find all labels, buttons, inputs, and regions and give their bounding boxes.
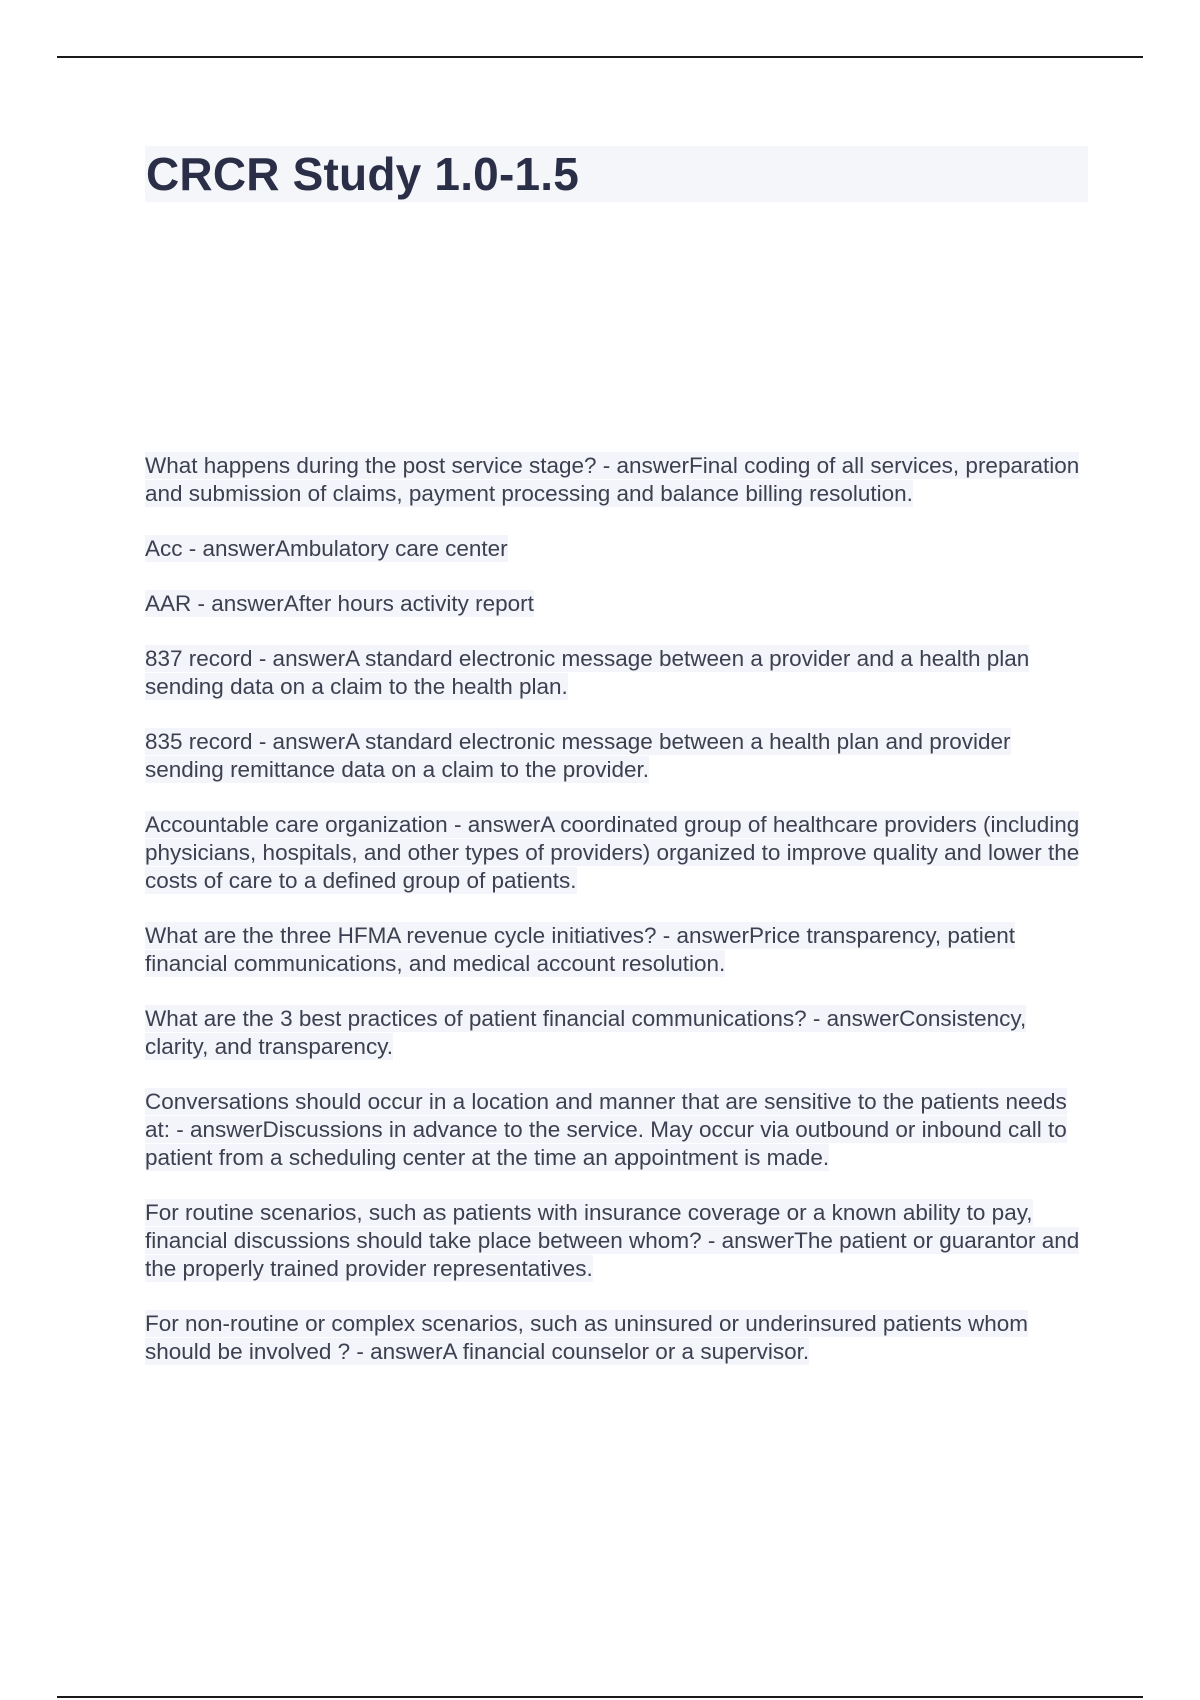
qa-entry xyxy=(145,922,1095,978)
qa-text: What are the three HFMA revenue cycle initiatives? - answerPrice transparency, patient financial communications, and medical account resolution. xyxy=(145,923,1015,976)
qa-text: For non-routine or complex scenarios, such as uninsured or underinsured patients whom should be involved ? - answerA financial counselor or a supervisor. xyxy=(145,1311,1028,1364)
qa-text: 835 record - answerA standard electronic message between a health plan and provider sending remittance data on a claim to the provider. xyxy=(145,729,1011,782)
qa-text: AAR - answerAfter hours activity report xyxy=(145,591,534,616)
qa-entry xyxy=(145,1310,1095,1366)
qa-entry xyxy=(145,811,1095,895)
qa-entry xyxy=(145,645,1095,701)
qa-entry xyxy=(145,535,1095,563)
page-title: CRCR Study 1.0-1.5 xyxy=(146,148,580,200)
qa-entry xyxy=(145,1199,1095,1283)
qa-entry xyxy=(145,728,1095,784)
qa-entry xyxy=(145,452,1095,508)
qa-text: Acc - answerAmbulatory care center xyxy=(145,536,508,561)
qa-text: For routine scenarios, such as patients with insurance coverage or a known ability to pay, financial discussions should take place between whom? - answerThe patient or guarantor and the properly trained provider representatives. xyxy=(145,1200,1080,1281)
qa-entry xyxy=(145,1005,1095,1061)
bottom-rule xyxy=(57,1696,1143,1698)
qa-text: What are the 3 best practices of patient financial communications? - answerConsistency, clarity, and transparency. xyxy=(145,1006,1027,1059)
qa-list xyxy=(145,452,1095,1393)
top-rule xyxy=(57,56,1143,58)
qa-text: Conversations should occur in a location and manner that are sensitive to the patients needs at: - answerDiscussions in advance to the service. May occur via outbound or inbound call to patient from a scheduling center at the time an appointment is made. xyxy=(145,1089,1067,1170)
qa-entry xyxy=(145,1088,1095,1172)
qa-text: What happens during the post service stage? - answerFinal coding of all services, preparation and submission of claims, payment processing and balance billing resolution. xyxy=(145,453,1080,506)
qa-text: Accountable care organization - answerA coordinated group of healthcare providers (including physicians, hospitals, and other types of providers) organized to improve quality and lower the costs of care to a defined group of patients. xyxy=(145,812,1080,893)
qa-entry xyxy=(145,590,1095,618)
qa-text: 837 record - answerA standard electronic message between a provider and a health plan sending data on a claim to the health plan. xyxy=(145,646,1030,699)
